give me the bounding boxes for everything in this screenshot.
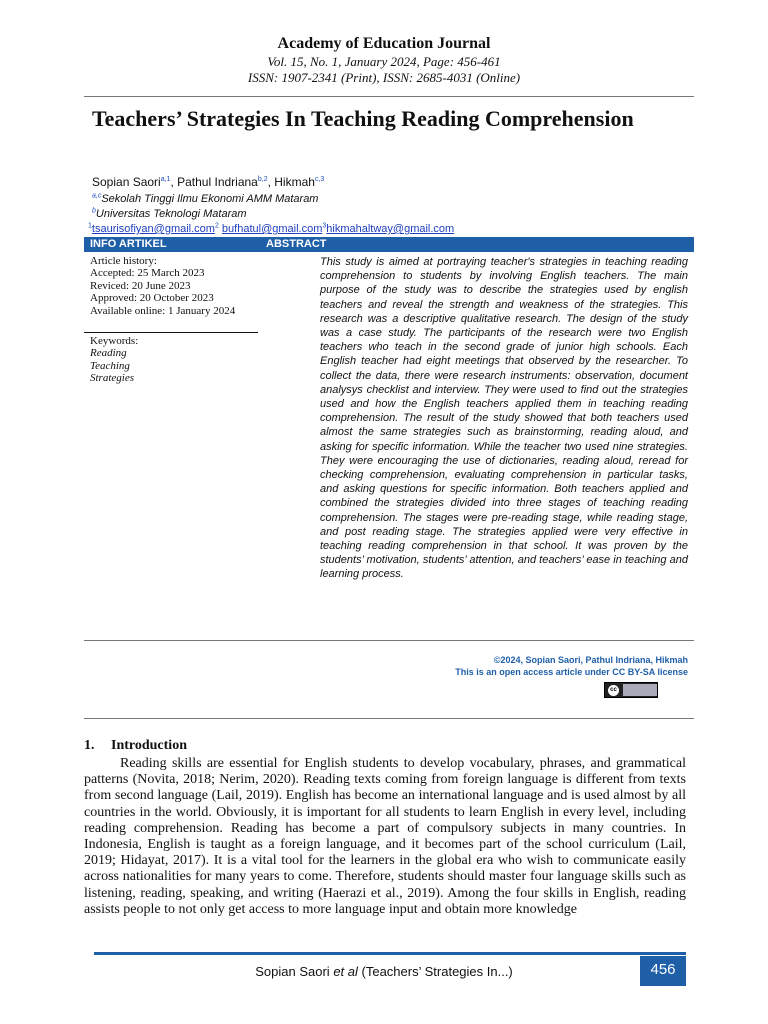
page-number: 456 [640, 956, 686, 986]
cc-license-icon[interactable] [604, 682, 658, 698]
keyword: Strategies [90, 372, 134, 385]
copyright-divider [84, 718, 694, 719]
introduction-paragraph: Reading skills are essential for English students to develop vocabulary, phrases, and grammatical patterns (Novita, 2018; Nerim, 2020). Reading texts coming from foreign language is different from texts from second language (Lail, 2019). English has become an international language and is used almost by all countries in the world. Obviously, it is important for all students to learn English in every level, including reading comprehension. Reading has become a part of compulsory subjects in many countries. In Indonesia, English is taught as a foreign language, and it becomes part of the school curriculum (Lail, 2019; Hidayat, 2017). It is a vital tool for the learners in the global era who wish to communicate easily across nationalities for many years to come. Therefore, students should master four language skills such as listening, reading, speaking, and writing (Haerazi et al., 2019). Among the four skills in English, reading assists people to not only get access to more language input and obtain more knowledge [84, 756, 686, 917]
keyword: Reading [90, 347, 127, 360]
author-name: Sopian Saori [92, 175, 161, 189]
abstract-divider [84, 640, 694, 641]
email-sup: 3 [322, 222, 327, 230]
accepted-date: Accepted: 25 March 2023 [90, 267, 205, 280]
affiliation-text: Sekolah Tinggi Ilmu Ekonomi AMM Mataram [101, 193, 319, 205]
keywords-block [90, 335, 258, 385]
email-line [88, 222, 454, 236]
cc-logo-icon: cc [608, 685, 619, 696]
email-link[interactable]: bufhatul@gmail.com [221, 223, 323, 235]
license-line: This is an open access article under CC BY-SA license [455, 667, 688, 677]
affiliation-sup: b [92, 207, 96, 215]
footer-divider [94, 952, 686, 955]
author-sup: a,1 [160, 176, 171, 183]
online-date: Available online: 1 January 2024 [90, 304, 236, 317]
affiliation [92, 207, 247, 221]
header-divider [84, 96, 694, 97]
footer-author: Sopian Saori [255, 964, 330, 979]
revised-date: Reviced: 20 June 2023 [90, 279, 191, 292]
article-history [90, 255, 258, 317]
author-sup: b,2 [257, 176, 268, 183]
author-name: Pathul Indriana [177, 175, 258, 189]
footer-title: (Teachers’ Strategies In...) [361, 964, 513, 979]
section-heading [84, 738, 187, 754]
abstract-text: This study is aimed at portraying teacher's strategies in teaching reading comprehension to students by involving English teachers. The main purpose of the study was to describe the strategies used by english teachers and reveal the strength and weakness of the strategies. This research was a descriptive qualitative research. The design of the study was a case study. The participants of the research were two English teachers who teach in the second grade of junior high schools. Each English teacher had eight meetings that observed by the researcher. To collect the data, there were research instruments: observation, document analysys checklist and interview. They were used to find out the strategies used and how the English teachers applied them in teaching reading comprehension. The result of the study showed that both teachers used almost the same strategies such as brainstorming, reading aloud, and asking for specific information. While the teacher two used nine strategies. They were encouraging the use of dictionaries, reading aloud, reread for checking comprehension, evaluating comprehension in particular tasks, and asking questions for specific information. Both teachers applied and combined the strategies divided into three stages of teaching reading comprehension. The stages were pre-reading stage, while reading stage, and post reading stage. The strategies applied were very effective in teaching reading comprehension in that school. It was proven by the students’ motivation, students’ attention, and teachers’ ease in teaching and learning process. [320, 256, 688, 581]
affiliation-text: Universitas Teknologi Mataram [95, 208, 247, 220]
copyright-block [455, 654, 688, 678]
by-sa-icon [623, 684, 657, 696]
approved-date: Approved: 20 October 2023 [90, 292, 214, 305]
keyword: Teaching [90, 359, 130, 372]
history-label: Article history: [90, 255, 157, 267]
author-sup: c,3 [314, 176, 325, 183]
section-number: 1. [84, 738, 95, 753]
author-name: Hikmah [274, 175, 315, 189]
info-artikel-label: INFO ARTIKEL [90, 238, 167, 250]
section-bar [84, 237, 694, 252]
email-sup: 2 [214, 222, 219, 230]
email-link[interactable]: hikmahaltway@gmail.com [326, 223, 455, 235]
affiliation-sup: a,c [92, 192, 102, 200]
abstract-label: ABSTRACT [266, 238, 327, 250]
author-line: Sopian Saori$^{a,1}$, Pathul Indriana$^{b,2}$, Hikmah$^{c,3}$ [92, 175, 325, 189]
section-heading-text: Introduction [111, 738, 187, 753]
email-sup: 1 [88, 222, 92, 230]
email-link[interactable]: tsaurisofiyan@gmail.com [91, 223, 215, 235]
journal-name: Academy of Education Journal [277, 35, 491, 52]
footer-etal: et al [333, 964, 358, 979]
info-divider [84, 332, 258, 333]
journal-header [0, 34, 768, 86]
copyright-line: ©2024, Sopian Saori, Pathul Indriana, Hikmah [493, 655, 688, 665]
article-title: Teachers’ Strategies In Teaching Reading Comprehension [92, 106, 634, 131]
journal-issue: Vol. 15, No. 1, January 2024, Page: 456-461 [267, 54, 501, 69]
keywords-label: Keywords: [90, 335, 139, 347]
journal-issn: ISSN: 1907-2341 (Print), ISSN: 2685-4031 (Online) [247, 70, 521, 85]
affiliation [92, 192, 318, 206]
